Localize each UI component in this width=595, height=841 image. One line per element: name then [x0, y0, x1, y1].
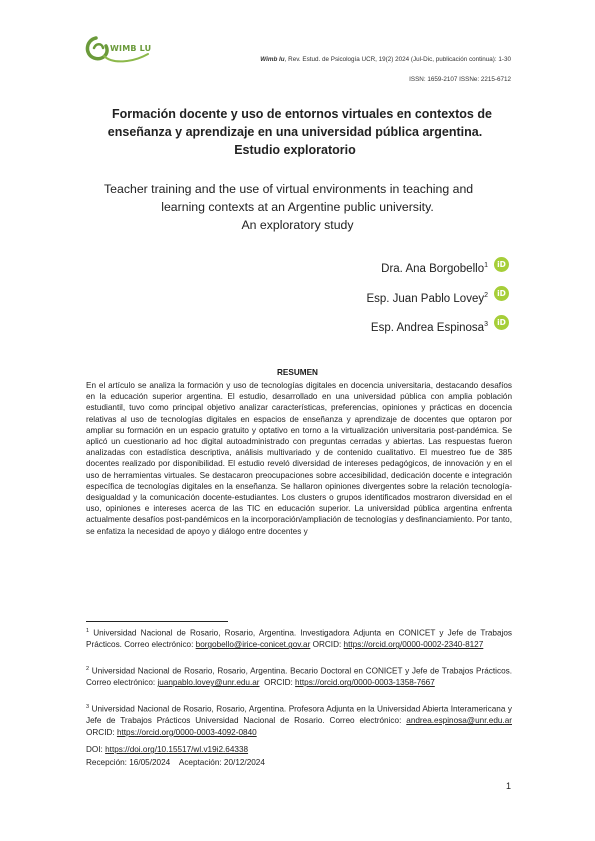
- author-2: [366, 292, 488, 305]
- dates-line: [86, 758, 265, 767]
- footnote-divider: [86, 621, 228, 622]
- journal-citation: [260, 56, 511, 63]
- author-3-footnote-mark: 3: [484, 321, 488, 328]
- doi-link[interactable]: https://doi.org/10.15517/wl.v19i2.64338: [105, 745, 249, 754]
- author-1-footnote-mark: 1: [484, 262, 488, 269]
- doi-line: [86, 745, 248, 754]
- footnote-1-email-link[interactable]: borgobello@irice-conicet.gov.ar: [195, 640, 311, 650]
- citation-details: , Rev. Estud. de Psicología UCR, 19(2) 2024 (Jul-Dic, publicación continua): 1-30: [284, 56, 511, 63]
- orcid-icon[interactable]: iD: [494, 257, 509, 272]
- footnote-2-email-link[interactable]: juanpablo.lovey@unr.edu.ar: [157, 678, 260, 688]
- title-english: [90, 180, 505, 234]
- title-en-line-2: learning contexts at an Argentine public university.: [161, 200, 434, 214]
- journal-logo: [82, 30, 174, 70]
- issn-line: ISSN: 1659-2107 ISSNe: 2215-6712: [409, 76, 511, 83]
- author-3-name: Esp. Andrea Espinosa: [370, 321, 485, 334]
- title-es-line-2: enseñanza y aprendizaje en una universidad pública argentina.: [107, 125, 483, 139]
- doi-label: DOI:: [86, 745, 103, 754]
- footnote-2-number: 2: [86, 666, 90, 672]
- footnote-1-number: 1: [86, 628, 90, 634]
- author-3: [371, 321, 488, 334]
- abstract-heading: RESUMEN: [277, 368, 318, 377]
- footnote-1-orcid-label: ORCID:: [312, 640, 342, 650]
- received-date: Recepción: 16/05/2024: [86, 758, 171, 767]
- footnote-3-text: Universidad Nacional de Rosario, Rosario, Argentina. Profesora Adjunta en la Universidad Abierta Interamericana y Jefe de Trabajos Prácticos Universidad Nacional de Rosario. Correo electrónico:: [86, 704, 512, 726]
- title-en-line-1: Teacher training and the use of virtual environments in teaching and: [104, 182, 474, 196]
- author-2-footnote-mark: 2: [484, 292, 488, 299]
- logo-text: WIMB LU: [110, 44, 152, 53]
- orcid-icon[interactable]: iD: [494, 315, 509, 330]
- footnote-3-number: 3: [86, 704, 90, 710]
- journal-name: Wimb lu: [260, 56, 285, 63]
- footnote-1-text: Universidad Nacional de Rosario, Rosario, Argentina. Investigadora Adjunta en CONICET y Jefe de Trabajos Prácticos. Correo electrónico:: [86, 628, 512, 650]
- author-1: [381, 262, 488, 275]
- footnote-3: [86, 702, 512, 738]
- footnote-2: [86, 664, 512, 689]
- title-es-line-1: Formación docente y uso de entornos virtuales en contextos de: [112, 107, 492, 121]
- author-1-name: Dra. Ana Borgobello: [381, 262, 485, 275]
- footnote-1-orcid-link[interactable]: https://orcid.org/0000-0002-2340-8127: [343, 640, 484, 650]
- author-2-name: Esp. Juan Pablo Lovey: [366, 292, 485, 305]
- footnote-2-text: Universidad Nacional de Rosario, Rosario, Argentina. Becario Doctoral en CONICET y Jefe de Trabajos Prácticos. Correo electrónico:: [86, 666, 513, 688]
- orcid-icon[interactable]: iD: [494, 286, 509, 301]
- footnote-3-orcid-link[interactable]: https://orcid.org/0000-0003-4092-0840: [116, 727, 257, 737]
- title-es-line-3: Estudio exploratorio: [234, 143, 356, 157]
- footnote-3-email-link[interactable]: andrea.espinosa@unr.edu.ar: [406, 716, 512, 726]
- title-spanish: [90, 105, 500, 159]
- accepted-date: Aceptación: 20/12/2024: [178, 758, 265, 767]
- footnote-1: [86, 626, 512, 651]
- abstract-text: En el artículo se analiza la formación y uso de tecnologías digitales en docencia universitaria, destacando desafíos en la educación superior argentina. El estudio, desarrollado en una universidad pública con amplia población estudiantil, tuvo como principal objetivo analizar características, preferencias, opiniones y prácticas en docencia relativas al uso de tecnologías digitales en espacios de enseñanza y aprendizaje de docentes que optaron por ampliar su formación en un espacio gratuito y optativo en torno a la virtualización universitaria post-pandémica. Se aplicó un cuestionario ad hoc digital autoadministrado con preguntas cerradas y abiertas. Las respuestas fueron analizadas con estadística descriptiva, análisis multivariado y de contenido cualitativo. El muestreo fue de 385 docentes realizado por disponibilidad. El estudio reveló diversidad de intereses pedagógicos, de innovación y en el uso de herramientas virtuales. Se destacaron preocupaciones sobre accesibilidad, dedicación docente e integración específica de tecnologías digitales en la enseñanza. Se hallaron opiniones divergentes sobre la relación tecnología-desigualdad y la comunicación docente-estudiantes. Los clusters o grupos identificados mostraron diversidad en el uso, opiniones e intereses acerca de las TIC en educación superior. La universidad pública argentina enfrenta actualmente desafíos post-pandémicos en la incorporación/ampliación de tecnologías y desfinanciamiento. Por tanto, se enfatiza la necesidad de apoyo y diálogo entre docentes y: [86, 381, 512, 536]
- page-number: 1: [505, 781, 511, 791]
- footnote-2-orcid-label: ORCID:: [264, 678, 293, 688]
- footnote-2-orcid-link[interactable]: https://orcid.org/0000-0003-1358-7667: [295, 678, 435, 688]
- title-en-line-3: An exploratory study: [241, 218, 354, 232]
- footnote-3-orcid-label: ORCID:: [86, 727, 115, 737]
- abstract-body: [86, 380, 512, 537]
